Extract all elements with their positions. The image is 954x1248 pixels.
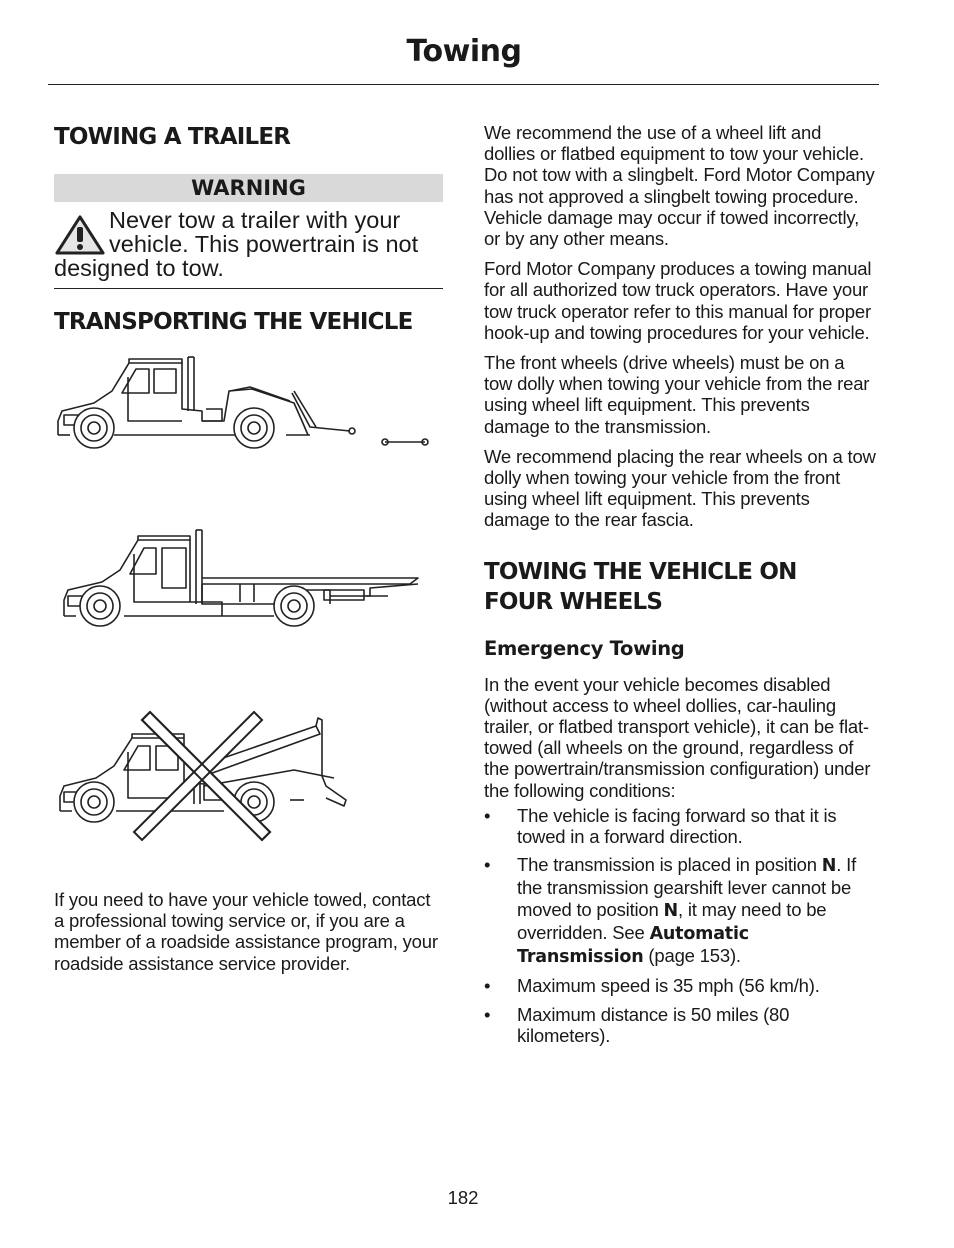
wheel-lift-paragraph: We recommend the use of a wheel lift and dollies or flatbed equipment to tow your vehicle. Do not tow with a slingbelt. Ford Motor Company has not approved a slingbelt towing procedure. Vehicle damage may occur if towed incorrectly, or by any other means. <box>484 122 875 250</box>
list-item <box>484 805 876 847</box>
warning-label: WARNING <box>54 174 443 202</box>
list-item <box>484 854 876 968</box>
bullet-icon: • <box>484 1003 491 1025</box>
condition-text: Maximum speed is 35 mph (56 km/h). <box>517 975 820 997</box>
four-wheels-heading-line1: TOWING THE VEHICLE ON <box>484 558 797 585</box>
bullet-icon: • <box>484 854 491 876</box>
condition-text-part: , it may need to be overridden. See <box>517 898 827 943</box>
list-item <box>484 1004 876 1046</box>
neutral-position: N <box>663 900 678 921</box>
list-item <box>484 975 876 996</box>
bullet-icon: • <box>484 975 491 997</box>
towing-manual-paragraph: Ford Motor Company produces a towing manual for all authorized tow truck operators. Have your tow truck operator refer to this manual for proper hook-up and towing procedures for your vehicle. <box>484 258 872 343</box>
bullet-icon: • <box>484 804 491 826</box>
automatic-transmission-reference[interactable]: Automatic Transmission <box>517 923 749 968</box>
title-divider <box>48 84 879 85</box>
page-title: Towing <box>406 34 522 69</box>
front-wheels-paragraph: The front wheels (drive wheels) must be on a tow dolly when towing your vehicle from the rear using wheel lift equipment. This prevents damage to the transmission. <box>484 352 870 437</box>
transporting-heading: TRANSPORTING THE VEHICLE <box>54 309 413 335</box>
condition-text-part: (page 153). <box>643 945 741 967</box>
warning-divider <box>54 288 443 289</box>
warning-triangle-icon <box>54 214 106 256</box>
four-wheels-heading-line2: FOUR WHEELS <box>484 588 663 615</box>
wheel-lift-truck-figure <box>54 351 443 471</box>
condition-text-part: . If the transmission gearshift lever cannot be moved to position <box>517 854 857 920</box>
slingbelt-truck-figure-crossed <box>54 706 443 851</box>
left-column <box>54 122 443 983</box>
conditions-list <box>484 805 876 1046</box>
towing-trailer-heading: TOWING A TRAILER <box>54 124 291 150</box>
condition-text: The vehicle is facing forward so that it is towed in a forward direction. <box>517 804 837 848</box>
neutral-position: N <box>821 856 837 877</box>
towing-figures <box>54 351 443 861</box>
emergency-towing-intro: In the event your vehicle becomes disabled (without access to wheel dollies, car-hauling trailer, or flatbed transport vehicle), it can be flat-towed (all wheels on the ground, regardless of the powertrain/transmission configuration) under the following conditions: <box>484 673 871 801</box>
warning-block <box>54 208 443 280</box>
warning-text: Never tow a trailer with your vehicle. This powertrain is not designed to tow. <box>54 207 419 281</box>
emergency-towing-subheading: Emergency Towing <box>484 636 685 660</box>
flatbed-truck-figure <box>54 526 443 656</box>
towing-service-paragraph: If you need to have your vehicle towed, contact a professional towing service or, if you are a member of a roadside assistance program, your roadside assistance service provider. <box>54 889 438 974</box>
condition-text: Maximum distance is 50 miles (80 kilometers). <box>517 1003 790 1046</box>
condition-text-part: The transmission is placed in position <box>517 854 822 876</box>
page-number: 182 <box>447 1187 479 1208</box>
rear-wheels-paragraph: We recommend placing the rear wheels on a tow dolly when towing your vehicle from the front using wheel lift equipment. This prevents damage to the rear fascia. <box>484 445 876 531</box>
right-column <box>484 122 876 1053</box>
four-wheels-heading <box>484 557 876 617</box>
